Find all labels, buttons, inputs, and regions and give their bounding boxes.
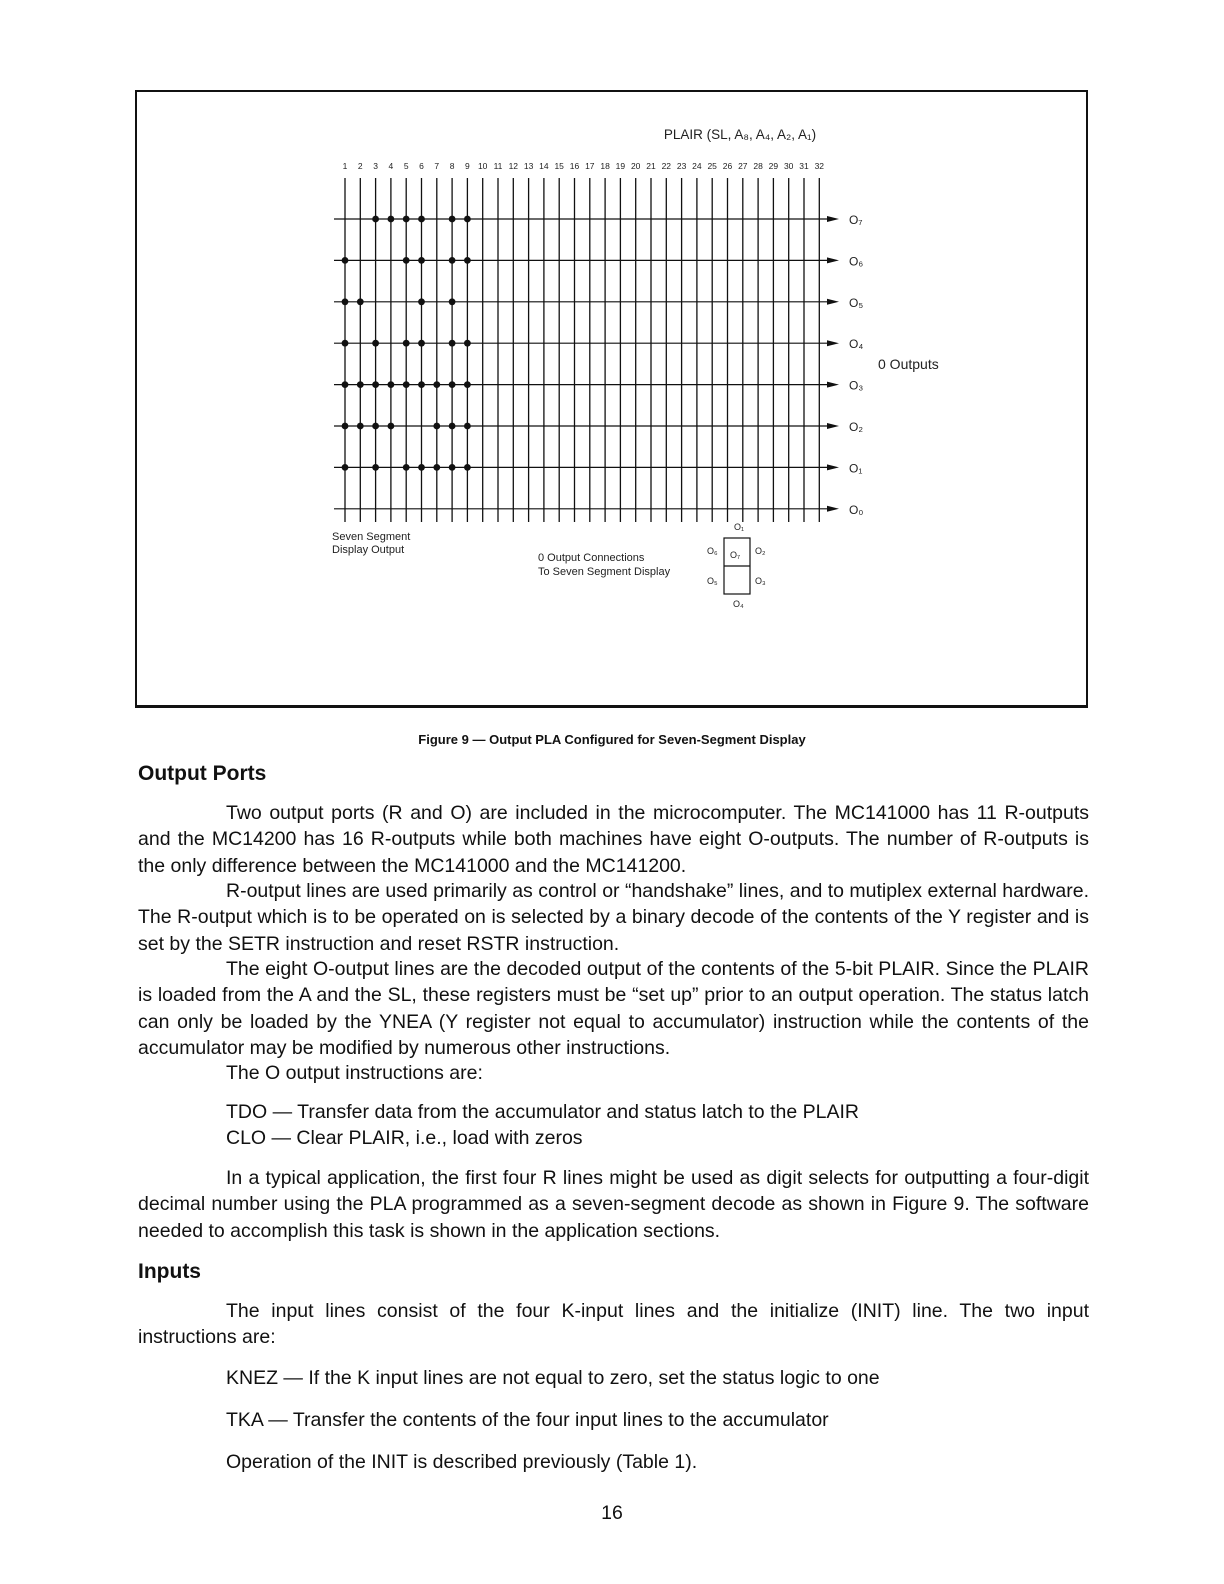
output-ports-paragraph-1: Two output ports (R and O) are included in the microcomputer. The MC141000 has 11 R-outputs and the MC14200 has 16 R-outputs while both machines have eight O-outputs. The number of R-outputs is the only difference between the MC141000 and the MC141200.	[138, 802, 1089, 877]
column-number: 17	[585, 161, 595, 171]
connection-dot	[449, 464, 456, 471]
connection-dot	[372, 216, 379, 223]
connection-dot	[357, 298, 364, 305]
connection-dot	[418, 216, 425, 223]
output-label: O₅	[849, 295, 864, 310]
pla-diagram	[137, 92, 1086, 705]
column-number: 16	[569, 161, 580, 171]
column-number: 20	[630, 161, 641, 171]
output-label: O₀	[849, 502, 864, 517]
column-number: 18	[600, 161, 610, 171]
column-number: 29	[768, 161, 779, 171]
output-label: O₄	[849, 337, 864, 352]
connection-dot	[372, 340, 379, 347]
knez-instruction: KNEZ — If the K input lines are not equal to zero, set the status logic to one	[226, 1367, 880, 1389]
column-number: 12	[508, 161, 519, 171]
column-number: 10	[477, 161, 488, 171]
column-number: 31	[799, 161, 809, 171]
connection-dot	[342, 464, 349, 471]
arrow-icon	[827, 299, 839, 305]
column-number: 19	[615, 161, 626, 171]
output-label: O₃	[849, 378, 864, 393]
column-number: 6	[419, 161, 424, 171]
connection-dot	[449, 257, 456, 264]
column-number: 23	[676, 161, 687, 171]
connection-dot	[388, 216, 395, 223]
clo-instruction: CLO — Clear PLAIR, i.e., load with zeros	[226, 1127, 583, 1149]
arrow-icon	[827, 506, 839, 512]
segment-lower-right-label: O₃	[755, 576, 766, 586]
column-number: 7	[434, 161, 440, 171]
column-number: 27	[738, 161, 748, 171]
tdo-instruction: TDO — Transfer data from the accumulator and status latch to the PLAIR	[226, 1101, 859, 1123]
column-number: 25	[707, 161, 717, 171]
inputs-heading: Inputs	[138, 1260, 201, 1283]
connection-dot	[449, 423, 456, 430]
connection-dot	[372, 423, 379, 430]
column-number: 21	[646, 161, 656, 171]
seven-segment-display	[707, 522, 766, 609]
column-number: 30	[783, 161, 794, 171]
connection-dot	[403, 257, 410, 264]
connection-dot	[464, 340, 471, 347]
connection-dot	[418, 340, 425, 347]
column-number: 11	[493, 161, 503, 171]
seven-segment-display-label: To Seven Segment Display	[538, 566, 671, 578]
column-number: 13	[523, 161, 534, 171]
output-label: O₁	[849, 461, 863, 476]
connection-dot	[433, 464, 440, 471]
connection-dot	[342, 381, 349, 388]
connection-dot	[433, 381, 440, 388]
connection-dot	[418, 257, 425, 264]
segment-top-label: O₁	[734, 522, 745, 532]
connection-dot	[418, 464, 425, 471]
output-ports-heading: Output Ports	[138, 762, 267, 785]
output-ports-paragraph-2: R-output lines are used primarily as control or “handshake” lines, and to mutiplex external hardware. The R-output which is to be operated on is selected by a binary decode of the contents of the Y register and is set by the SETR instruction and reset RSTR instruction.	[138, 880, 1089, 955]
connection-dot	[342, 423, 349, 430]
output-label: O₆	[849, 254, 864, 269]
segment-upper-left-label: O₆	[707, 546, 718, 556]
display-output-label: Display Output	[332, 544, 405, 556]
page-number: 16	[601, 1502, 623, 1524]
connection-dot	[342, 257, 349, 264]
connection-dot	[449, 340, 456, 347]
connection-dot	[464, 257, 471, 264]
segment-bottom-label: O₄	[733, 599, 744, 609]
plair-title: PLAIR (SL, A₈, A₄, A₂, A₁)	[663, 127, 817, 142]
output-labels	[849, 213, 863, 517]
connection-dot	[464, 423, 471, 430]
arrow-icon	[827, 423, 839, 429]
arrow-icon	[827, 464, 839, 470]
connection-dot	[403, 216, 410, 223]
connection-dot	[357, 381, 364, 388]
column-number: 28	[753, 161, 763, 171]
column-number: 5	[403, 161, 409, 171]
column-number: 32	[814, 161, 825, 171]
connection-dot	[403, 340, 410, 347]
figure-9	[135, 90, 1088, 708]
segment-lower-left-label: O₅	[707, 576, 718, 586]
output-ports-paragraph-3: The eight O-output lines are the decoded output of the contents of the 5-bit PLAIR. Since the PLAIR is loaded from the A and the SL, these registers must be “set up” prior to an output operation. The status latch can only be loaded by the YNEA (Y register not equal to accumulator) instruction while the contents of the accumulator may be modified by numerous other instructions.	[138, 958, 1089, 1059]
connection-dot	[418, 381, 425, 388]
segment-middle-label: O₇	[730, 550, 741, 560]
column-number: 4	[388, 161, 394, 171]
column-number: 26	[722, 161, 733, 171]
figure-caption: Figure 9 — Output PLA Configured for Seven-Segment Display	[418, 732, 806, 747]
connection-dot	[449, 216, 456, 223]
connection-dot	[357, 423, 364, 430]
connection-dot	[342, 298, 349, 305]
column-number: 15	[554, 161, 564, 171]
connection-dot	[403, 381, 410, 388]
inputs-paragraph-2: Operation of the INIT is described previously (Table 1).	[226, 1451, 698, 1473]
arrow-icon	[827, 382, 839, 388]
column-number: 9	[465, 161, 470, 171]
connection-dot	[388, 423, 395, 430]
seven-segment-label: Seven Segment	[332, 531, 411, 543]
output-label: O₇	[849, 213, 863, 227]
arrow-icon	[827, 216, 839, 222]
connections-label: 0 Output Connections	[538, 552, 645, 564]
column-number: 3	[373, 161, 378, 171]
connection-dot	[464, 381, 471, 388]
column-numbers	[343, 161, 825, 171]
connection-dot	[449, 381, 456, 388]
column-number: 1	[342, 161, 348, 171]
connection-dot	[464, 216, 471, 223]
arrow-icon	[827, 340, 839, 346]
column-number: 14	[539, 161, 549, 171]
output-label: O₂	[849, 420, 863, 434]
connection-dot	[418, 298, 425, 305]
column-number: 2	[357, 161, 363, 171]
arrow-icon	[827, 257, 839, 263]
column-number: 24	[692, 161, 702, 171]
connection-dot	[433, 423, 440, 430]
connection-dot	[342, 340, 349, 347]
connection-dot	[403, 464, 410, 471]
connection-dot	[372, 381, 379, 388]
connection-dot	[449, 298, 456, 305]
pla-grid	[334, 178, 839, 522]
inputs-paragraph-1: The input lines consist of the four K-input lines and the initialize (INIT) line. The two input instructions are:	[138, 1300, 1089, 1349]
outputs-label: 0 Outputs	[878, 356, 939, 372]
connection-dot	[464, 464, 471, 471]
tka-instruction: TKA — Transfer the contents of the four input lines to the accumulator	[226, 1409, 829, 1431]
column-number: 8	[449, 161, 455, 171]
output-ports-paragraph-4: The O output instructions are:	[226, 1062, 483, 1084]
segment-upper-right-label: O₂	[755, 546, 766, 556]
column-number: 22	[661, 161, 672, 171]
connection-dot	[372, 464, 379, 471]
connection-dot	[388, 381, 395, 388]
output-ports-paragraph-5: In a typical application, the first four R lines might be used as digit selects for outputting a four-digit decimal number using the PLA programmed as a seven-segment decode as shown in Figure 9. The software needed to accomplish this task is shown in the application sections.	[138, 1167, 1089, 1242]
